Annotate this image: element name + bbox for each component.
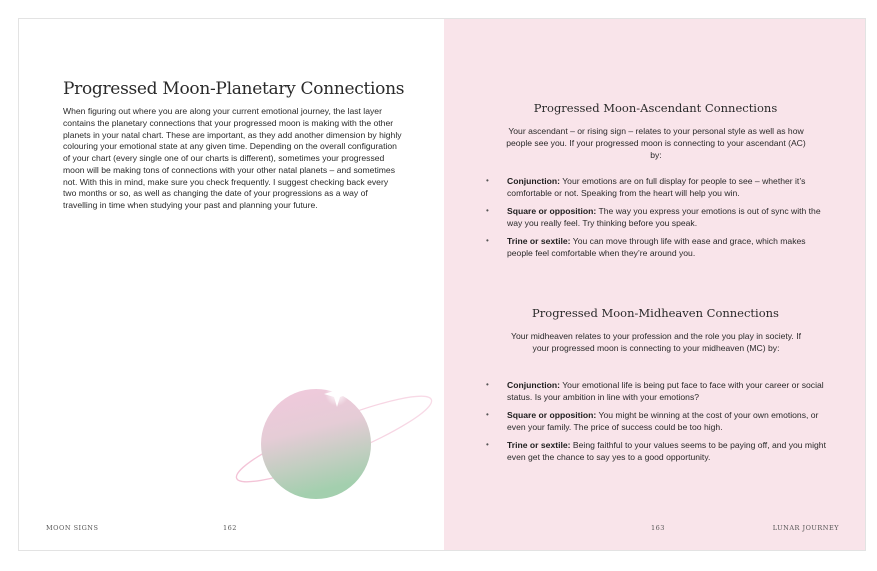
list-item [486,409,831,433]
list-item [486,175,831,199]
right-page [444,19,866,550]
bullet-term: Square or opposition: [507,410,597,420]
bullet-term: Trine or sextile: [507,236,571,246]
bullet-text: You might be winning at the cost of your own emotions, or even your family. The price of success could be too high. [507,410,819,432]
section-heading-ascendant: Progressed Moon-Ascendant Connections [533,101,778,115]
planet-with-ring-and-sparkle-icon [219,359,439,519]
page-number: 162 [223,524,237,532]
bullet-term: Conjunction: [507,176,560,186]
footer-book-title: LUNAR JOURNEY [772,524,839,532]
body-paragraph: When figuring out where you are along your current emotional journey, the last layer contains the planetary connections that your progressed moon is making with the other planets in your natal chart. These are important, as they add another dimension by highly colouring your emotional state at any given time. Depending on the overall configuration of your chart (every single one of our charts is different), sometimes your progressed moon will be making tons of connections with your other natal planets – and sometimes not. With this in mind, make sure you check frequently. I suggest checking back every two months or so, as well as changing the date of your progressions as a way of travelling in time when studying your past and planning your future. [63,106,402,210]
bullet-term: Square or opposition: [507,206,597,216]
bullet-text: Your emotions are on full display for people to see – whether it’s comfortable or not. Speaking from the heart will help you win. [507,176,806,198]
bullet-text: Being faithful to your values seems to be paying off, and you might even get the chance to say yes to a good opportunity. [507,440,826,462]
bullet-text: You can move through life with ease and grace, which makes people feel comfortable when they’re around you. [507,236,806,258]
book-spread [18,18,866,551]
bullet-term: Trine or sextile: [507,440,571,450]
section-intro-midheaven: Your midheaven relates to your profession and the role you play in society. If your progressed moon is connecting to your midheaven (MC) by: [511,331,801,353]
bullet-list-midheaven [486,379,831,469]
list-item [486,439,831,463]
list-item [486,235,831,259]
list-item [486,205,831,229]
page-title: Progressed Moon-Planetary Connections [63,79,405,99]
list-item [486,379,831,403]
footer-book-title: MOON SIGNS [46,524,99,532]
bullet-list-ascendant [486,175,831,265]
section-intro-ascendant: Your ascendant – or rising sign – relates to your personal style as well as how people see you. If your progressed moon is connecting to your ascendant (AC) by: [506,126,806,160]
section-heading-midheaven: Progressed Moon-Midheaven Connections [532,306,779,320]
bullet-term: Conjunction: [507,380,560,390]
bullet-text: The way you express your emotions is out of sync with the way you really feel. Try thinking before you speak. [507,206,821,228]
bullet-text: Your emotional life is being put face to face with your career or social status. Is your ambition in line with your emotions? [507,380,824,402]
left-page [19,19,444,550]
page-number: 163 [651,524,665,532]
